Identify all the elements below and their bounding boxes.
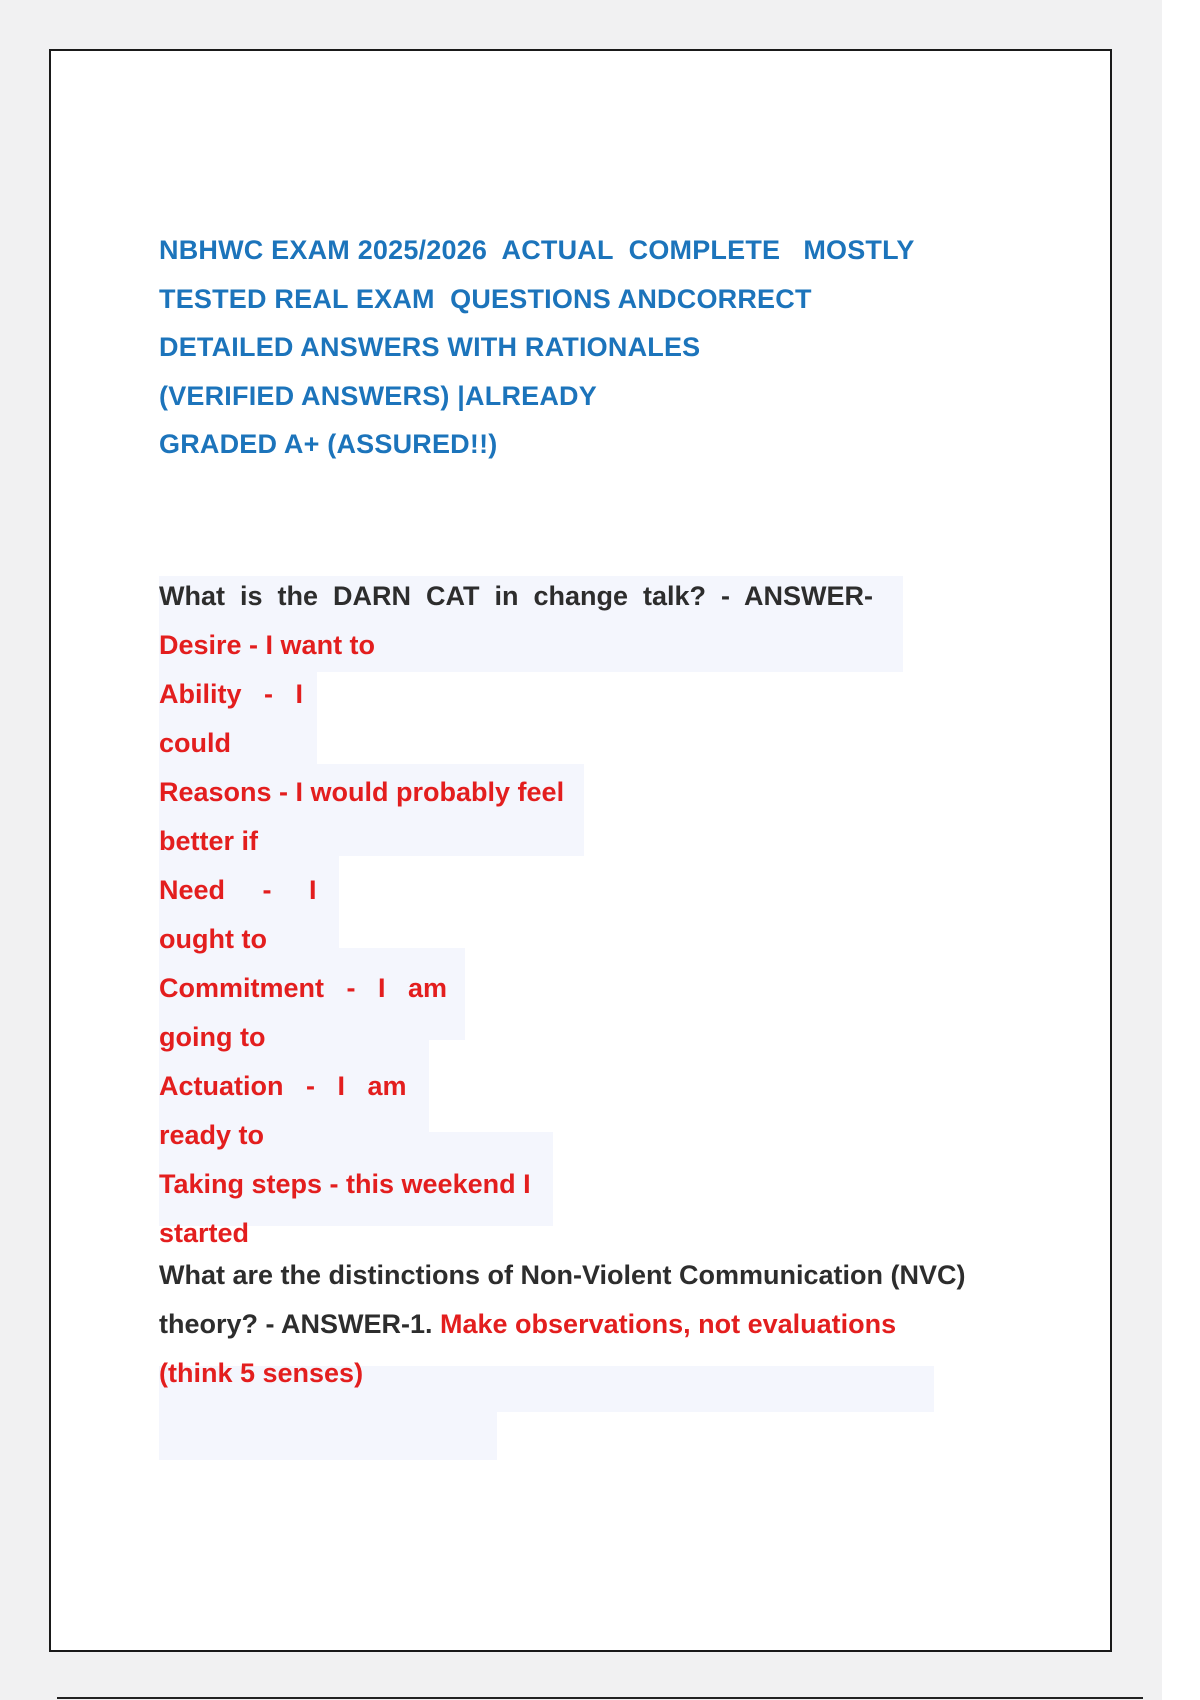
answer-line: started (159, 1218, 250, 1248)
title-line: DETAILED ANSWERS WITH RATIONALES (159, 332, 701, 362)
document-page (49, 49, 1112, 1652)
answer-line: going to (159, 1022, 266, 1052)
answer-line: better if (159, 826, 259, 856)
scrollbar-track[interactable] (1162, 0, 1200, 1700)
question-block-nvc (159, 1251, 966, 1398)
title-line: GRADED A+ (ASSURED!!) (159, 429, 498, 459)
answer-line: Need - I (159, 875, 317, 905)
answer-line: Taking steps - this weekend I (159, 1169, 531, 1199)
answer-line: Ability - I (159, 679, 304, 709)
answer-line: (think 5 senses) (159, 1358, 364, 1388)
answer-line: Desire - I want to (159, 630, 376, 660)
answer-line: Actuation - I am (159, 1071, 407, 1101)
next-page-border (57, 1697, 1143, 1699)
question-text: What are the distinctions of Non-Violent Communication (NVC) (159, 1260, 966, 1290)
question-answer-line (159, 1300, 966, 1349)
answer-line: ready to (159, 1120, 265, 1150)
title-line: NBHWC EXAM 2025/2026 ACTUAL COMPLETE MOSTLY (159, 235, 915, 265)
document-title (159, 226, 1019, 469)
answer-line: Commitment - I am (159, 973, 448, 1003)
answer-text: Make observations, not evaluations (440, 1309, 897, 1339)
answer-line: ought to (159, 924, 267, 954)
title-line: (VERIFIED ANSWERS) |ALREADY (159, 380, 597, 411)
question-block-darn-cat (159, 572, 873, 1258)
question-text: What is the DARN CAT in change talk? - ANSWER- (159, 581, 874, 611)
answer-highlight (159, 1412, 497, 1460)
answer-line: Reasons - I would probably feel (159, 777, 565, 807)
title-line: TESTED REAL EXAM QUESTIONS ANDCORRECT (159, 283, 812, 314)
answer-line: could (159, 728, 231, 758)
question-text: theory? - ANSWER-1. (159, 1309, 441, 1339)
